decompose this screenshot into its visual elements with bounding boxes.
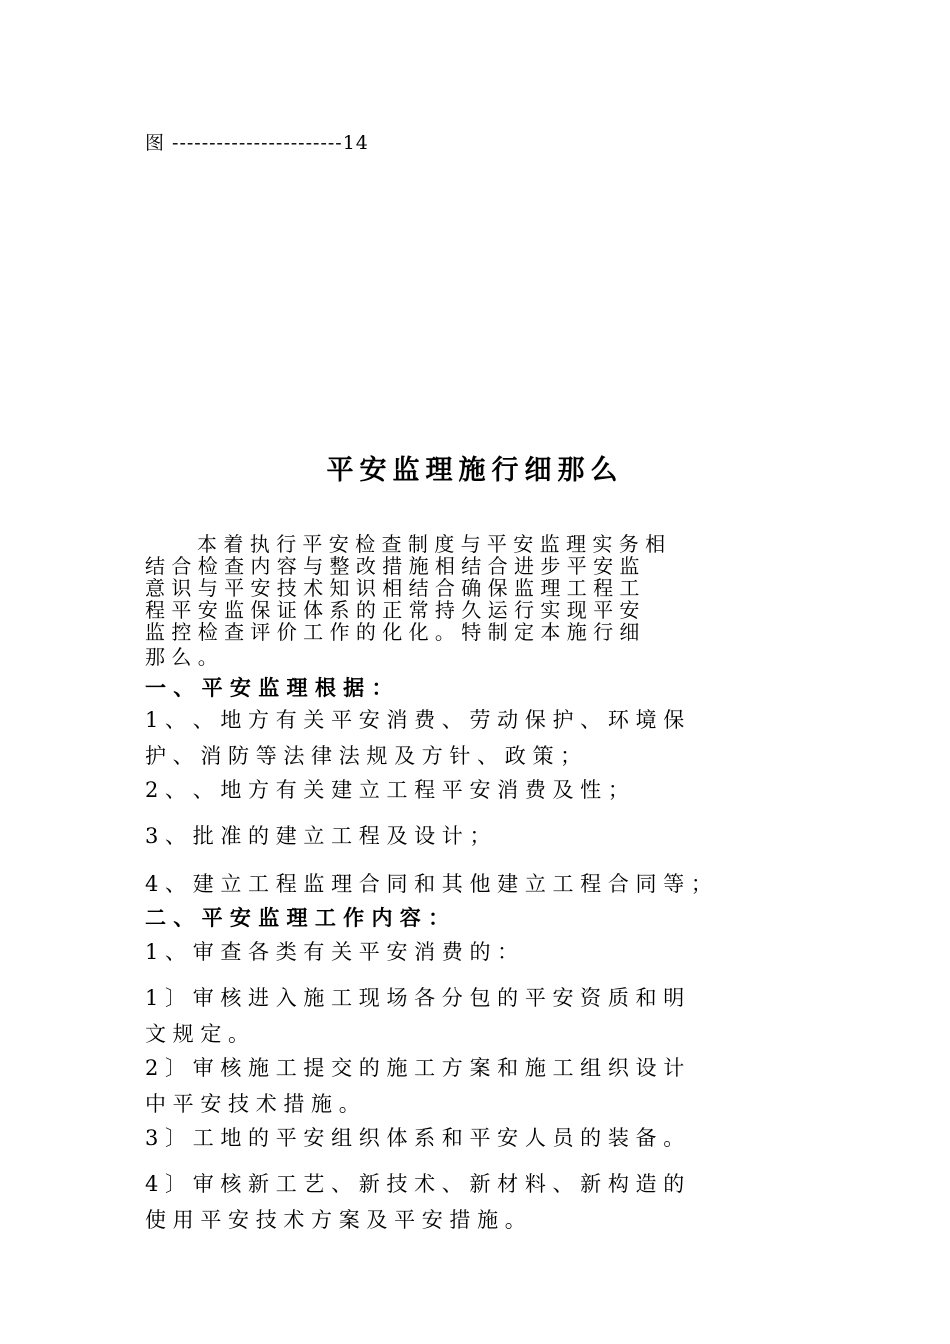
work-content-line: 4 〕 审 核 新 工 艺 、 新 技 术 、 新 材 料 、 新 构 造 的 bbox=[145, 1172, 685, 1196]
work-content-line: 使 用 平 安 技 术 方 案 及 平 安 措 施 。 bbox=[145, 1208, 526, 1232]
toc-line: 图 -----------------------14 bbox=[145, 132, 369, 154]
section-heading-basis: 一 、 平 安 监 理 根 据 ： bbox=[145, 675, 393, 700]
work-content-line: 3 〕 工 地 的 平 安 组 织 体 系 和 平 安 人 员 的 装 备 。 bbox=[145, 1126, 685, 1150]
intro-line: 监 控 检 查 评 价 工 作 的 化 化 。 特 制 定 本 施 行 细 bbox=[145, 620, 640, 644]
basis-line: 护 、 消 防 等 法 律 法 规 及 方 针 、 政 策 ； bbox=[145, 744, 582, 768]
intro-line: 程 平 安 监 保 证 体 系 的 正 常 持 久 运 行 实 现 平 安 bbox=[145, 598, 640, 622]
basis-line: 3 、 批 准 的 建 立 工 程 及 设 计 ； bbox=[145, 824, 491, 848]
basis-line: 1 、 、 地 方 有 关 平 安 消 费 、 劳 动 保 护 、 环 境 保 bbox=[145, 708, 685, 732]
intro-line: 那 么 。 bbox=[145, 645, 218, 669]
work-content-line: 1 、 审 查 各 类 有 关 平 安 消 费 的 ： bbox=[145, 940, 519, 964]
work-content-line: 文 规 定 。 bbox=[145, 1022, 250, 1046]
basis-line: 4 、 建 立 工 程 监 理 合 同 和 其 他 建 立 工 程 合 同 等 ； bbox=[145, 872, 712, 896]
intro-line: 结 合 检 查 内 容 与 整 改 措 施 相 结 合 进 步 平 安 监 bbox=[145, 554, 640, 578]
section-heading-work-content: 二 、 平 安 监 理 工 作 内 容 ： bbox=[145, 905, 450, 930]
work-content-line: 1 〕 审 核 进 入 施 工 现 场 各 分 包 的 平 安 资 质 和 明 bbox=[145, 986, 685, 1010]
document-title: 平安监理施行细那么 bbox=[326, 455, 624, 486]
work-content-line: 2 〕 审 核 施 工 提 交 的 施 工 方 案 和 施 工 组 织 设 计 bbox=[145, 1056, 685, 1080]
basis-line: 2 、 、 地 方 有 关 建 立 工 程 平 安 消 费 及 性 ； bbox=[145, 778, 629, 802]
work-content-line: 中 平 安 技 术 措 施 。 bbox=[145, 1092, 360, 1116]
intro-line: 本 着 执 行 平 安 检 查 制 度 与 平 安 监 理 实 务 相 bbox=[197, 532, 666, 556]
intro-line: 意 识 与 平 安 技 术 知 识 相 结 合 确 保 监 理 工 程 工 bbox=[145, 576, 640, 600]
